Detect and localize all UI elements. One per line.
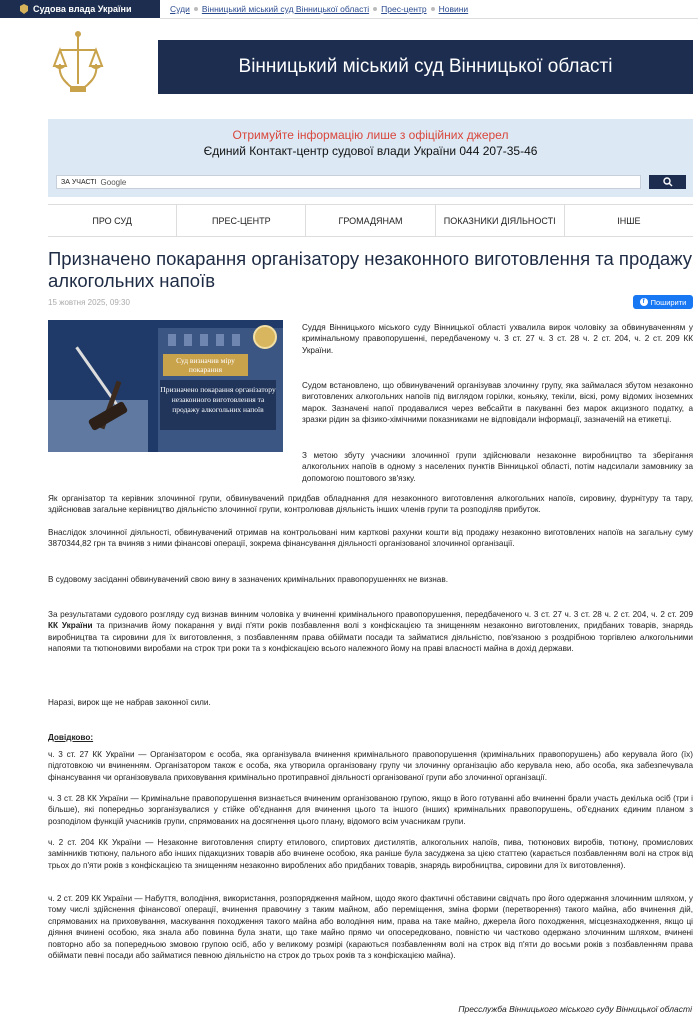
search-button[interactable]	[649, 175, 686, 189]
article-paragraph: Наразі, вирок ще не набрав законної сили.	[48, 698, 211, 707]
warning-text: Отримуйте інформацію лише з офіційних джерел	[232, 128, 509, 142]
brand-label: Судова влада України	[33, 4, 132, 14]
article-paragraph	[302, 450, 693, 484]
contact-text: Єдиний Контакт-центр судової влади України 044 207-35-46	[203, 144, 538, 158]
article-paragraph	[48, 609, 693, 655]
share-label: Поширити	[650, 297, 687, 307]
nav-item-citizens[interactable]: ГРОМАДЯНАМ	[305, 205, 434, 236]
paragraph-text: та призначив йому покарання у виді п'яти років позбавлення волі з конфіскацією та знищенням незаконно виготовлених, придбаних товарів, знарядь виробництва та сировини для їх виготовлення, з позбавленням права обіймати посади та займатися діяльністю, пов'язаною з роздрібною торгівлею алкогольними напоями та тютюновими виробами на строк три роки та з конфіскацією всього належного йому на праві власності майна в дохід держави.	[48, 621, 694, 654]
article-title: Призначено покарання організатору незаконного виготовлення та продажу алкогольних напоїв	[48, 248, 693, 291]
image-tag-title: Призначено покарання організатору незаконного виготовлення та продажу алкогольних напоїв	[160, 380, 276, 430]
window-decor	[200, 334, 208, 346]
code-link[interactable]: КК України	[48, 621, 93, 631]
breadcrumb-separator	[431, 7, 435, 11]
nav-item-indicators[interactable]: ПОКАЗНИКИ ДІЯЛЬНОСТІ	[435, 205, 564, 236]
share-button[interactable]	[633, 295, 693, 309]
breadcrumb-item[interactable]: Новини	[438, 4, 469, 14]
article-image	[48, 320, 283, 452]
scales-of-justice-icon[interactable]	[50, 28, 106, 104]
trident-icon	[20, 4, 28, 14]
search-form	[56, 175, 686, 189]
facebook-icon: f	[640, 298, 648, 306]
reference-item: ч. 2 ст. 209 КК України — Набуття, володіння, використання, розпорядження майном, щодо якого фактичні обставини свідчать про його одержання злочинним шляхом, у тому числі здійснення фінансової операції, вчинення правочину з таким майном, або переміщення, зміна форми (перетворення) такого майна, або вчинення дій, спрямованих на приховування, маскування походження такого майна або володіння ним, права на таке майно, джерела його походження, місцезнаходження, якщо ці діяння вчинені особою, яка знала або повинна була знати, що таке майно прямо чи опосередковано, повністю чи частково одержано злочинним шляхом, вчинені повторно або за попередньою змовою групою осіб, або у великому розмірі (караються позбавленням волі на строк від п'яти до восьми років з позбавленням права обіймати певні посади або займатися певною діяльністю на строк до трьох років та з конфіскацією майна).	[48, 894, 693, 961]
info-box	[48, 119, 693, 197]
search-icon	[663, 177, 673, 187]
main-nav	[48, 204, 693, 237]
nav-item-other[interactable]: ІНШЕ	[564, 205, 693, 236]
search-prefix: ЗА УЧАСТІ	[61, 178, 97, 186]
reference-item: ч. 3 ст. 27 КК України — Організатором є особа, яка організувала вчинення кримінального правопорушення (кримінальних правопорушень) або керувала його (їх) підготовкою чи вчиненням. Організатором також є особа, яка утворила організовану групу чи злочинну організацію або керувала нею, або особа, яка забезпечувала фінансування чи організовувала приховування кримінально протиправної діяльності організованої групи або злочинної організації.	[48, 750, 693, 782]
article-paragraph: Як організатор та керівник злочинної групи, обвинувачений придбав обладнання для незаконного виготовлення алкогольних напоїв, сировину, фурнітуру та тару, здійснював загальне керівництво діяльністю злочинної групи, контролював діяльність інших членів групи та розподіляв прибуток.	[48, 494, 693, 515]
brand-link[interactable]	[0, 0, 160, 18]
reference-item: ч. 3 ст. 28 КК України — Кримінальне правопорушення визнається вчиненим організованою групою, якщо в його готуванні або вчиненні брали участь декілька осіб (три і більше), які попередньо зорганізувалися у стійке об'єднання для вчинення цього та іншого (інших) кримінальних правопорушень, об'єднаних єдиним планом з розподілом функцій учасників групи, спрямованих на досягнення цього плану, відомого всім учасникам групи.	[48, 794, 693, 826]
search-input[interactable]	[56, 175, 641, 189]
breadcrumb-separator	[373, 7, 377, 11]
article-paragraph: Внаслідок злочинної діяльності, обвинувачений отримав на контрольовані ним картковi рахунки кошти від продажу незаконно виготовлених напоїв на загальну суму 3870344,82 грн та вчиняв з ними фінансові операції, зокрема фінансування діяльності організованої злочинної організації.	[48, 528, 693, 549]
image-tag-verdict: Суд визначив міру покарання	[163, 354, 248, 376]
article-paragraph: Судом встановлено, що обвинувачений організував злочинну групу, яка займалася збутом незаконно виготовлених алкогольних напоїв під виглядом горілки, коньяку, текіли, віскі, рому відомих іноземних марок. Зазначені напої продавалися через вебсайти в пакуванні без марок акцизного податку, а зразки рідин за фізико-хімічними показниками не відповідали інформації, зазначеній на етикетці.	[302, 381, 693, 425]
window-decor	[184, 334, 192, 346]
reference-heading: Довідково:	[48, 733, 94, 742]
court-emblem-icon	[253, 325, 277, 349]
press-service-signature: Пресслужба Вінницького міського суду Вінницької області	[458, 1004, 692, 1014]
reference-item: ч. 2 ст. 204 КК України — Незаконне виготовлення спирту етилового, спиртових дистилятів, алкогольних напоїв, пива, тютюнових виробів, тютюну, промислових замінників тютюну, пального або інших підакцизних товарів або вчинене особою, яка раніше була засуджена за цією статтею (карається позбавленням волі на строк від трьох до п'яти років з конфіскацією та знищенням незаконно вироблених або придбаних товарів, знарядь виробництва, сировини для їх виготовлення).	[48, 838, 693, 870]
breadcrumb-item[interactable]: Вінницький міський суд Вінницької області	[201, 4, 370, 14]
window-decor	[216, 334, 224, 346]
court-name-banner: Вінницький міський суд Вінницької області	[158, 40, 693, 94]
window-decor	[168, 334, 176, 346]
paragraph-text: За результатами судового розгляду суд визнав винним чоловіка у вчиненні кримінального правопорушення, передбаченого ч. 3 ст. 27 ч. 3 ст. 28 ч. 2 ст. 204, ч. 2 ст. 209	[48, 610, 693, 619]
article-paragraph: В судовому засіданні обвинувачений свою вину в зазначених кримінальних правопорушеннях не визнав.	[48, 575, 448, 584]
article-paragraph: Суддя Вінницького міського суду Вінницької області ухвалила вирок чоловіку за обвинуваченням у кримінальному правопорушенні, передбаченому ч. 3 ст. 27 ч. 3 ст. 28 ч. 2 ст. 204, ч. 2 ст. 209 КК України.	[302, 323, 693, 355]
nav-item-press[interactable]: ПРЕС-ЦЕНТР	[176, 205, 305, 236]
breadcrumb-separator	[194, 7, 198, 11]
article-date: 15 жовтня 2025, 09:30	[48, 298, 130, 307]
paragraph-text: З метою збуту учасники злочинної групи здійснювали незаконне виробництво та зберігання алкогольних напоїв в одному з населених пунктів Вінницької області, потім надсилали замовнику за допомогою поштового зв'язку.	[302, 451, 693, 483]
breadcrumb	[160, 4, 468, 14]
nav-item-about[interactable]: ПРО СУД	[92, 215, 132, 226]
google-label: Google	[100, 177, 127, 187]
breadcrumb-item[interactable]: Суди	[170, 4, 190, 14]
breadcrumb-item[interactable]: Прес-центр	[381, 4, 427, 14]
window-decor	[232, 334, 240, 346]
divider	[160, 18, 698, 19]
top-bar	[0, 0, 698, 18]
